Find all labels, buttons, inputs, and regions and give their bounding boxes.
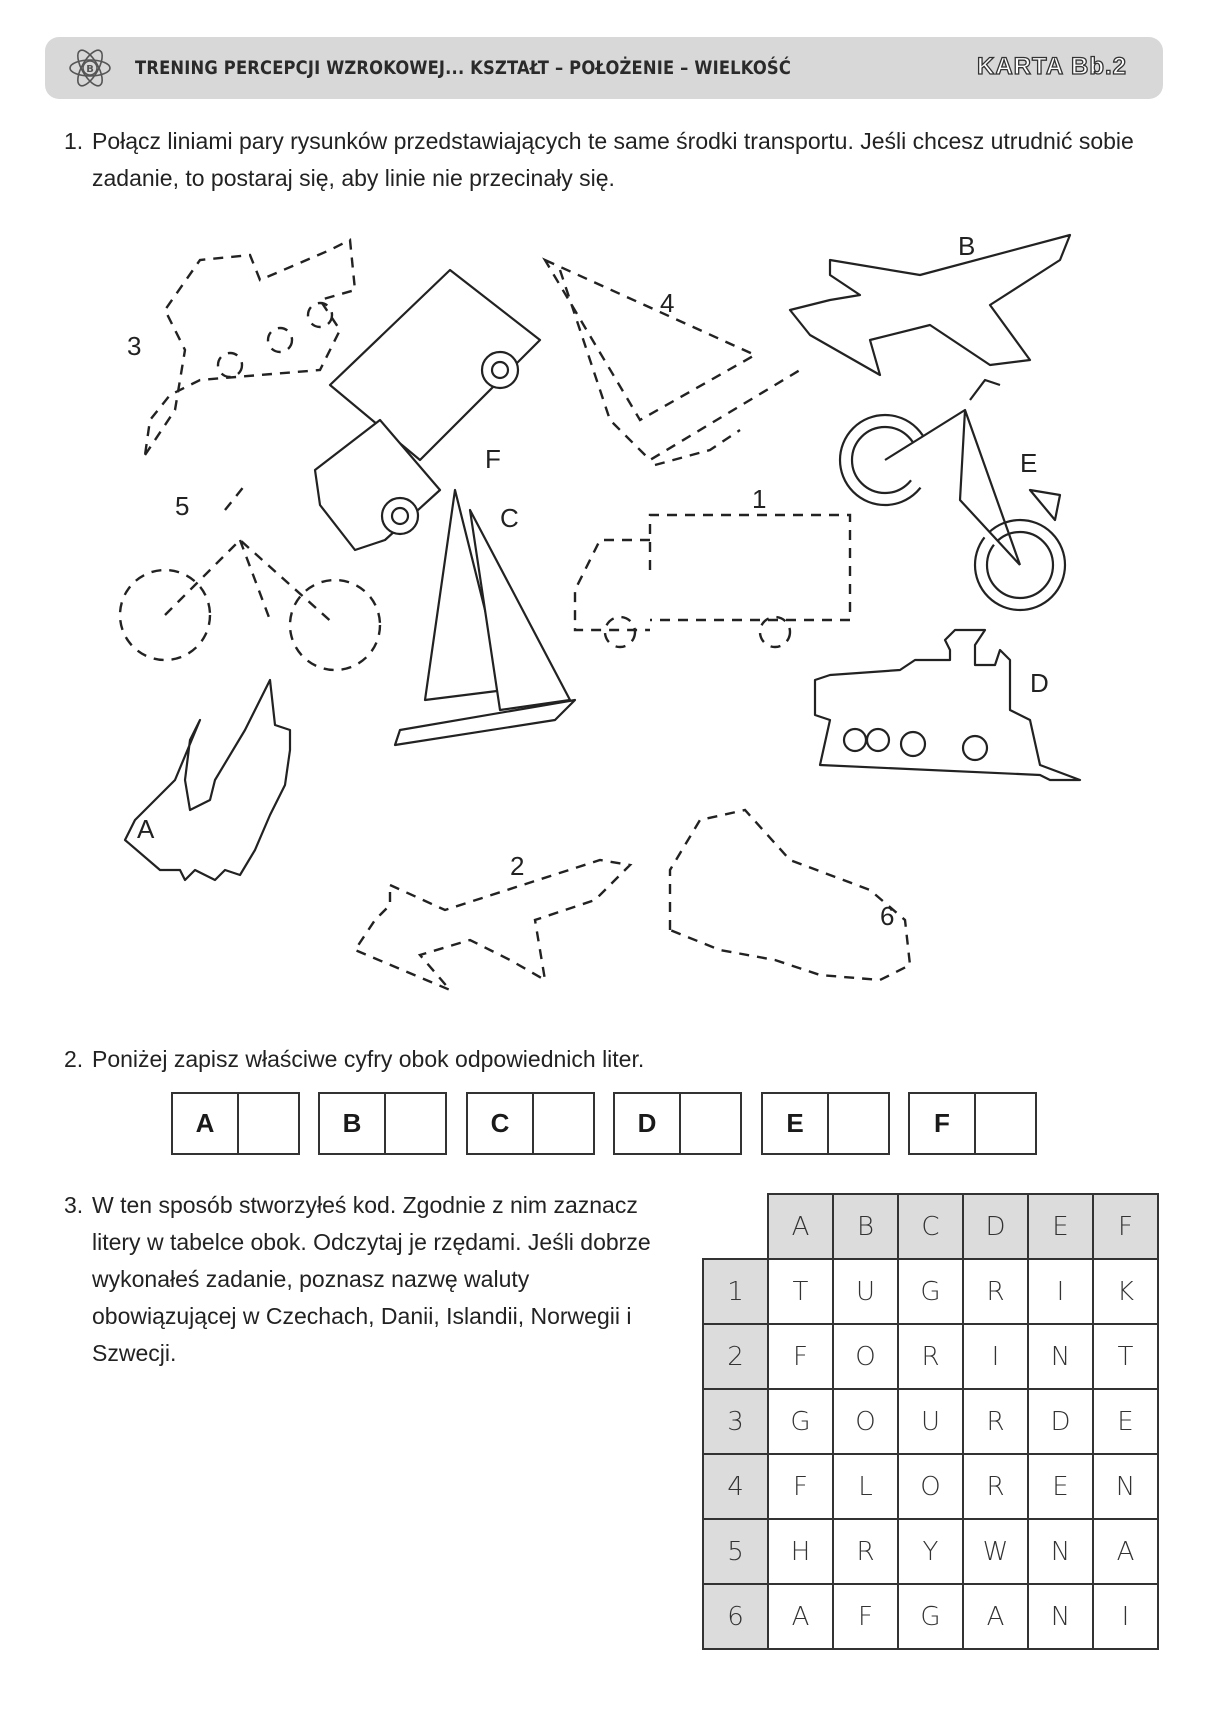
task-2-number: 2. — [64, 1046, 84, 1072]
grid-cell[interactable]: R — [833, 1519, 898, 1584]
answer-field[interactable] — [681, 1094, 740, 1153]
task-3-instruction: W ten sposób stworzyłeś kod. Zgodnie z nim zaznacz litery w tabelce obok. Odczytaj je rzędami. Jeśli dobrze wykonałeś zadanie, poznasz nazwę waluty obowiązującej w Czechach, Danii, Islandii, Norwegii i Szwecji. — [92, 1192, 651, 1366]
grid-cell[interactable]: I — [963, 1324, 1028, 1389]
grid-row — [703, 1454, 1158, 1519]
grid-cell[interactable]: U — [898, 1389, 963, 1454]
label-A: A — [137, 814, 155, 844]
answer-letter: B — [320, 1094, 386, 1153]
grid-cell[interactable]: L — [833, 1454, 898, 1519]
dashed-truck-1 — [575, 484, 850, 647]
grid-row — [703, 1324, 1158, 1389]
grid-cell[interactable]: U — [833, 1259, 898, 1324]
answer-box-F — [908, 1092, 1037, 1155]
label-C: C — [500, 503, 519, 533]
header-bar — [45, 37, 1163, 99]
grid-col-header: B — [833, 1194, 898, 1259]
grid-row — [703, 1389, 1158, 1454]
grid-col-header: D — [963, 1194, 1028, 1259]
dashed-sailboat-4 — [545, 260, 800, 465]
answer-field[interactable] — [976, 1094, 1035, 1153]
grid-cell[interactable]: E — [1028, 1454, 1093, 1519]
grid-cell[interactable]: I — [1093, 1584, 1158, 1649]
label-4: 4 — [660, 288, 675, 318]
answer-letter: F — [910, 1094, 976, 1153]
grid-cell[interactable]: N — [1093, 1454, 1158, 1519]
label-D: D — [1030, 668, 1049, 698]
answer-box-A — [171, 1092, 300, 1155]
answer-letter: A — [173, 1094, 239, 1153]
grid-cell[interactable]: G — [768, 1389, 833, 1454]
answer-letter: E — [763, 1094, 829, 1153]
answer-box-B — [318, 1092, 447, 1155]
task-1 — [64, 123, 1164, 197]
code-letter-grid — [702, 1193, 1159, 1650]
grid-cell[interactable]: F — [768, 1324, 833, 1389]
grid-row — [703, 1584, 1158, 1649]
grid-cell[interactable]: O — [833, 1389, 898, 1454]
locomotive-D — [815, 630, 1080, 780]
label-E: E — [1020, 448, 1038, 478]
grid-row-header: 5 — [703, 1519, 768, 1584]
task-3 — [64, 1187, 664, 1372]
grid-row-header: 3 — [703, 1389, 768, 1454]
grid-cell[interactable]: T — [768, 1259, 833, 1324]
task-2-instruction: Poniżej zapisz właściwe cyfry obok odpowiednich liter. — [92, 1046, 645, 1072]
grid-cell[interactable]: K — [1093, 1259, 1158, 1324]
dashed-airplane-2 — [355, 851, 630, 990]
dashed-train-3 — [127, 240, 355, 455]
grid-cell[interactable]: T — [1093, 1324, 1158, 1389]
grid-corner — [703, 1194, 768, 1259]
grid-col-header: A — [768, 1194, 833, 1259]
grid-cell[interactable]: O — [833, 1324, 898, 1389]
label-2: 2 — [510, 851, 525, 881]
label-3: 3 — [127, 331, 142, 361]
label-6: 6 — [880, 901, 895, 931]
grid-row-header: 2 — [703, 1324, 768, 1389]
card-id: KARTA Bb.2 — [977, 53, 1127, 80]
grid-col-header: F — [1093, 1194, 1158, 1259]
grid-col-header: E — [1028, 1194, 1093, 1259]
grid-cell[interactable]: D — [1028, 1389, 1093, 1454]
label-B: B — [958, 231, 976, 261]
bicycle-E — [840, 380, 1065, 610]
grid-cell[interactable]: F — [833, 1584, 898, 1649]
grid-cell[interactable]: H — [768, 1519, 833, 1584]
label-F: F — [485, 444, 501, 474]
grid-row — [703, 1259, 1158, 1324]
atom-logo-icon — [67, 45, 113, 91]
grid-cell[interactable]: Y — [898, 1519, 963, 1584]
grid-header-row — [703, 1194, 1158, 1259]
grid-cell[interactable]: R — [963, 1454, 1028, 1519]
answer-field[interactable] — [534, 1094, 593, 1153]
grid-cell[interactable]: I — [1028, 1259, 1093, 1324]
answer-letter: D — [615, 1094, 681, 1153]
grid-cell[interactable]: O — [898, 1454, 963, 1519]
grid-cell[interactable]: E — [1093, 1389, 1158, 1454]
label-1: 1 — [752, 484, 767, 514]
grid-cell[interactable]: F — [768, 1454, 833, 1519]
grid-cell[interactable]: R — [898, 1324, 963, 1389]
task-3-number: 3. — [64, 1192, 84, 1218]
grid-cell[interactable]: N — [1028, 1324, 1093, 1389]
answer-box-E — [761, 1092, 890, 1155]
grid-cell[interactable]: A — [768, 1584, 833, 1649]
answer-letter: C — [468, 1094, 534, 1153]
grid-cell[interactable]: G — [898, 1584, 963, 1649]
grid-cell[interactable]: N — [1028, 1519, 1093, 1584]
dashed-shuttle-6 — [670, 810, 910, 980]
transport-drawings — [0, 220, 1211, 1020]
grid-cell[interactable]: N — [1028, 1584, 1093, 1649]
answer-box-C — [466, 1092, 595, 1155]
grid-row-header: 4 — [703, 1454, 768, 1519]
grid-cell[interactable]: A — [963, 1584, 1028, 1649]
grid-cell[interactable]: G — [898, 1259, 963, 1324]
grid-row — [703, 1519, 1158, 1584]
answer-field[interactable] — [239, 1094, 298, 1153]
svg-text:B: B — [86, 64, 94, 75]
answer-box-D — [613, 1092, 742, 1155]
space-shuttle-A — [125, 680, 290, 880]
grid-cell[interactable]: A — [1093, 1519, 1158, 1584]
label-5: 5 — [175, 491, 190, 521]
worksheet-title: TRENING PERCEPCJI WZROKOWEJ... KSZTAŁT – POŁOŻENIE – WIELKOŚĆ — [135, 57, 792, 79]
grid-col-header: C — [898, 1194, 963, 1259]
grid-cell[interactable]: R — [963, 1389, 1028, 1454]
grid-cell[interactable]: R — [963, 1259, 1028, 1324]
grid-cell[interactable]: W — [963, 1519, 1028, 1584]
sailboat-C — [395, 490, 575, 745]
answer-field[interactable] — [829, 1094, 888, 1153]
task-1-number: 1. — [64, 128, 84, 154]
task-1-instruction: Połącz liniami pary rysunków przedstawiających te same środki transportu. Jeśli chcesz utrudnić sobie zadanie, to postaraj się, aby linie nie przecinały się. — [92, 128, 1134, 191]
task-2 — [64, 1041, 864, 1078]
airplane-B — [790, 231, 1070, 375]
grid-row-header: 1 — [703, 1259, 768, 1324]
grid-row-header: 6 — [703, 1584, 768, 1649]
answer-field[interactable] — [386, 1094, 445, 1153]
